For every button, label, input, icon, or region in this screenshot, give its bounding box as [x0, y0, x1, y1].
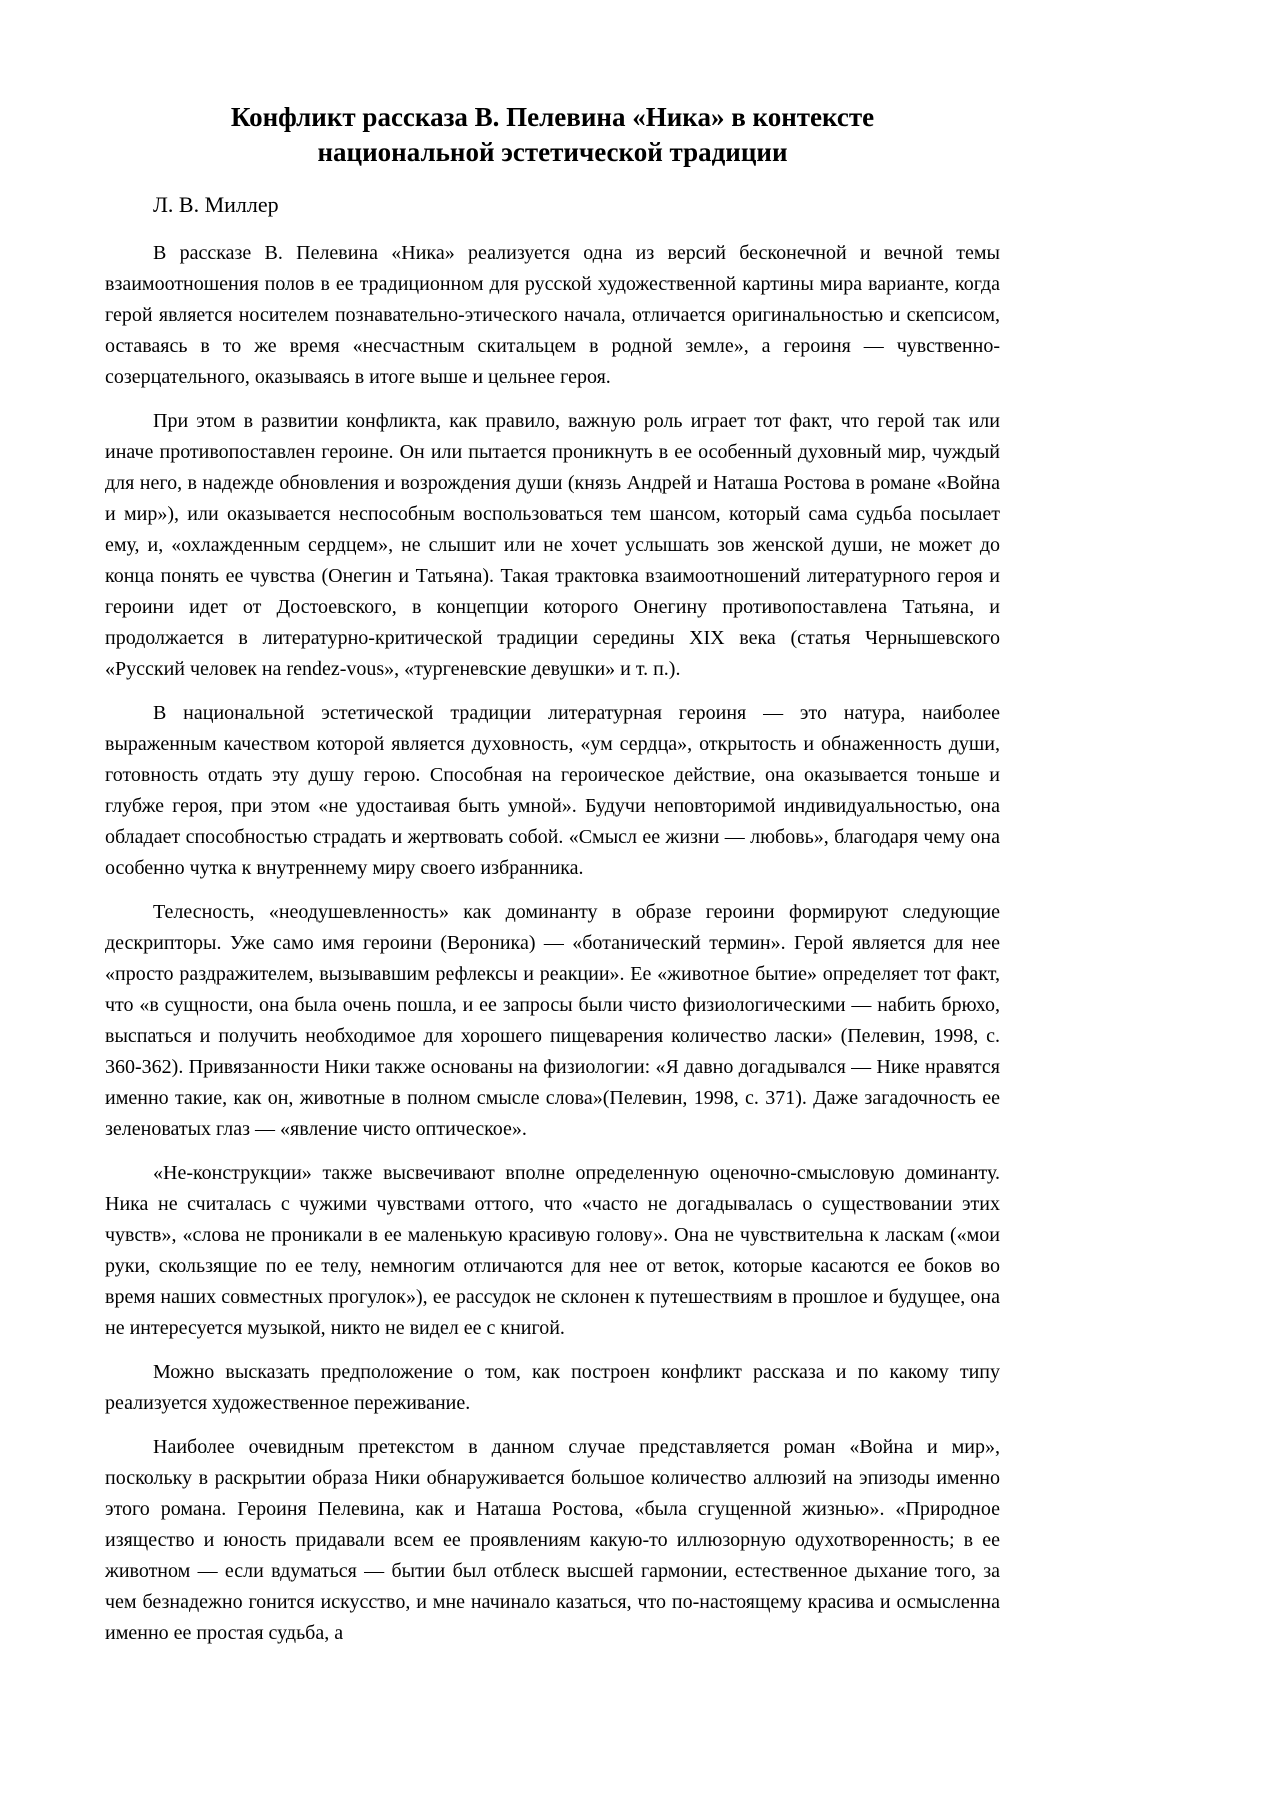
paragraph-4: Телесность, «неодушевленность» как доминанту в образе героини формируют следующие дескрипторы. Уже само имя героини (Вероника) — «ботанический термин». Герой является для нее «просто раздражителем, вызывавшим рефлексы и реакции». Ее «животное бытие» определяет тот факт, что «в сущности, она была очень пошла, и ее запросы были чисто физиологическими — набить брюхо, выспаться и получить необходимое для хорошего пищеварения количество ласки» (Пелевин, 1998, с. 360-362). Привязанности Ники также основаны на физиологии: «Я давно догадывался — Нике нравятся именно такие, как он, животные в полном смысле слова»(Пелевин, 1998, с. 371). Даже загадочность ее зеленоватых глаз — «явление чисто оптическое».	[105, 901, 1000, 1141]
paragraph-2: При этом в развитии конфликта, как правило, важную роль играет тот факт, что герой так или иначе противопоставлен героине. Он или пытается проникнуть в ее особенный духовный мир, чуждый для него, в надежде обновления и возрождения души (князь Андрей и Наташа Ростова в романе «Война и мир»), или оказывается неспособным воспользоваться тем шансом, который сама судьба посылает ему, и, «охлажденным сердцем», не слышит или не хочет услышать зов женской души, не может до конца понять ее чувства (Онегин и Татьяна). Такая трактовка взаимоотношений литературного героя и героини идет от Достоевского, в концепции которого Онегину противопоставлена Татьяна, и продолжается в литературно-критической традиции середины XIX века (статья Чернышевского «Русский человек на rendez-vous», «тургеневские девушки» и т. п.).	[105, 410, 1000, 681]
author-name: Л. В. Миллер	[153, 192, 279, 218]
paragraph-6: Можно высказать предположение о том, как построен конфликт рассказа и по какому типу реализуется художественное переживание.	[105, 1361, 1000, 1415]
paragraph-7: Наиболее очевидным претекстом в данном случае представляется роман «Война и мир», поскольку в раскрытии образа Ники обнаруживается большое количество аллюзий на эпизоды именно этого романа. Героиня Пелевина, как и Наташа Ростова, «была сгущенной жизнью». «Природное изящество и юность придавали всем ее проявлениям какую-то иллюзорную одухотворенность; в ее животном — если вдуматься — бытии был отблеск высшей гармонии, естественное дыхание того, за чем безнадежно гонится искусство, и мне начинало казаться, что по-настоящему красива и осмысленна именно ее простая судьба, а	[105, 1436, 1000, 1645]
paragraph-3: В национальной эстетической традиции литературная героиня — это натура, наиболее выраженным качеством которой является духовность, «ум сердца», открытость и обнаженность души, готовность отдать эту душу герою. Способная на героическое действие, она оказывается тоньше и глубже героя, при этом «не удостаивая быть умной». Будучи неповторимой индивидуальностью, она обладает способностью страдать и жертвовать собой. «Смысл ее жизни — любовь», благодаря чему она особенно чутка к внутреннему миру своего избранника.	[105, 702, 1000, 880]
paragraph-5: «Не-конструкции» также высвечивают вполне определенную оценочно-смысловую доминанту. Ника не считалась с чужими чувствами оттого, что «часто не догадывалась о существовании этих чувств», «слова не проникали в ее маленькую красивую голову». Она не чувствительна к ласкам («мои руки, скользящие по ее телу, немногим отличаются для нее от веток, которые касаются ее боков во время наших совместных прогулок»), ее рассудок не склонен к путешествиям в прошлое и будущее, она не интересуется музыкой, никто не видел ее с книгой.	[105, 1162, 1000, 1340]
document-title: Конфликт рассказа В. Пелевина «Ника» в контексте национальной эстетической традиции	[230, 102, 875, 168]
paragraph-1: В рассказе В. Пелевина «Ника» реализуется одна из версий бесконечной и вечной темы взаимоотношения полов в ее традиционном для русской художественной картины мира варианте, когда герой является носителем познавательно-этического начала, отличается оригинальностью и скепсисом, оставаясь в то же время «несчастным скитальцем в родной земле», а героиня — чувственно-созерцательного, оказываясь в итоге выше и цельнее героя.	[105, 242, 1000, 389]
document-content	[105, 100, 1000, 1662]
